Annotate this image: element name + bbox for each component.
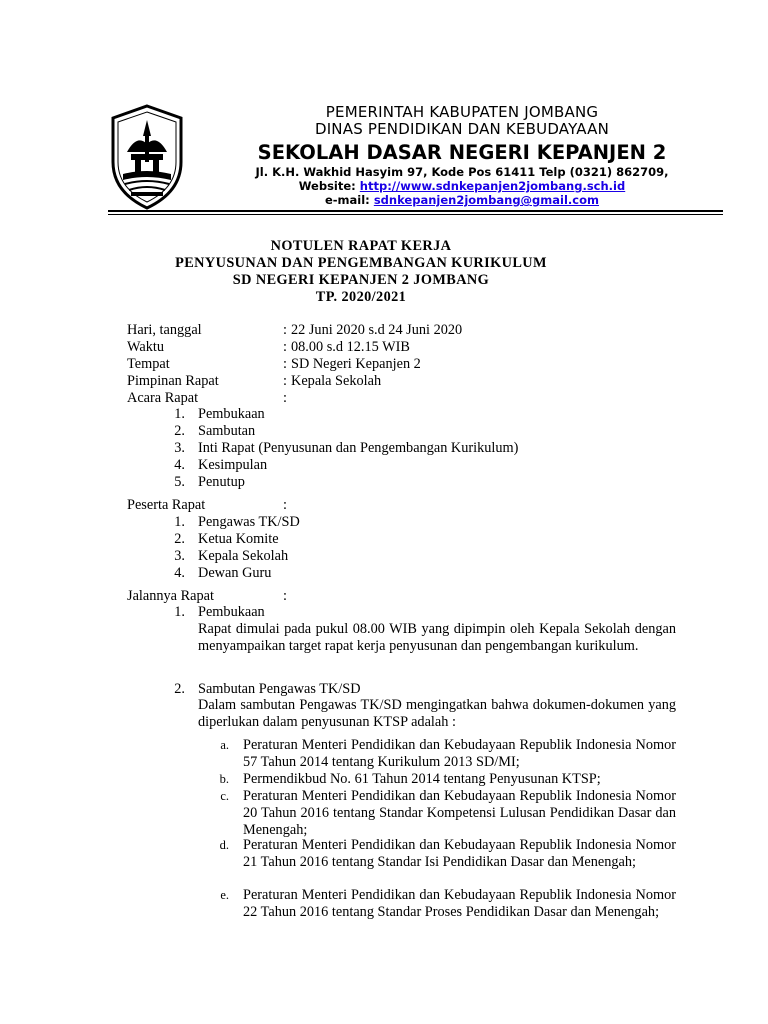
info-colon: : bbox=[283, 356, 287, 372]
agenda-item: Inti Rapat (Penyusunan dan Pengembangan Kurikulum) bbox=[198, 440, 519, 456]
participant-item: Ketua Komite bbox=[198, 531, 279, 547]
info-colon: : bbox=[283, 339, 287, 355]
participant-item: Dewan Guru bbox=[198, 565, 272, 581]
document-item-text: Peraturan Menteri Pendidikan dan Kebudayaan Republik Indonesia Nomor 21 Tahun 2016 tentang Standar Isi Pendidikan Dasar dan Menengah; bbox=[243, 837, 676, 870]
email-line bbox=[212, 193, 712, 207]
title-line-3: SD NEGERI KEPANJEN 2 JOMBANG bbox=[232, 272, 490, 288]
kabupaten-jombang-emblem-icon bbox=[109, 104, 185, 210]
school-address: Jl. K.H. Wakhid Hasyim 97, Kode Pos 61411 Telp (0321) 862709, bbox=[255, 165, 669, 179]
proceedings-label: Jalannya Rapat bbox=[127, 588, 214, 604]
document-item-text: Peraturan Menteri Pendidikan dan Kebudayaan Republik Indonesia Nomor 22 Tahun 2016 tentang Standar Proses Pendidikan Dasar dan Menengah; bbox=[243, 887, 676, 920]
government-name: PEMERINTAH KABUPATEN JOMBANG bbox=[325, 103, 599, 121]
participants-label: Peserta Rapat bbox=[127, 497, 206, 513]
email-link[interactable]: sdnkepanjen2jombang@gmail.com bbox=[373, 193, 599, 207]
document-item-text: Peraturan Menteri Pendidikan dan Kebudayaan Republik Indonesia Nomor 57 Tahun 2014 tentang Kurikulum 2013 SD/MI; bbox=[243, 737, 676, 770]
info-value: Kepala Sekolah bbox=[291, 373, 382, 389]
title-line-2: PENYUSUNAN DAN PENGEMBANGAN KURIKULUM bbox=[175, 255, 547, 271]
info-label: Hari, tanggal bbox=[127, 322, 202, 338]
title-line-1: NOTULEN RAPAT KERJA bbox=[270, 238, 452, 254]
letterhead-divider-thin bbox=[108, 214, 723, 215]
agenda-item: Kesimpulan bbox=[198, 457, 268, 473]
document-item-text: Permendikbud No. 61 Tahun 2014 tentang Penyusunan KTSP; bbox=[243, 771, 601, 787]
title-line-4: TP. 2020/2021 bbox=[315, 289, 407, 305]
info-colon: : bbox=[283, 373, 287, 389]
proceeding-text: Rapat dimulai pada pukul 08.00 WIB yang dipimpin oleh Kepala Sekolah dengan menyampaikan target rapat kerja penyusunan dan pengembangan kurikulum. bbox=[198, 621, 676, 654]
info-value: SD Negeri Kepanjen 2 bbox=[291, 356, 421, 372]
info-value: 22 Juni 2020 s.d 24 Juni 2020 bbox=[291, 322, 463, 338]
department-name: DINAS PENDIDIKAN DAN KEBUDAYAAN bbox=[314, 120, 610, 138]
document-title bbox=[108, 238, 614, 306]
info-label: Pimpinan Rapat bbox=[127, 373, 219, 389]
email-label: e-mail: bbox=[324, 193, 370, 207]
participant-item: Kepala Sekolah bbox=[198, 548, 289, 564]
agenda-item: Sambutan bbox=[198, 423, 256, 439]
participant-item: Pengawas TK/SD bbox=[198, 514, 300, 530]
proceeding-heading: Pembukaan bbox=[198, 604, 265, 620]
proceeding-heading: Sambutan Pengawas TK/SD bbox=[198, 681, 361, 697]
info-label: Acara Rapat bbox=[127, 390, 199, 406]
document-item-text: Peraturan Menteri Pendidikan dan Kebudayaan Republik Indonesia Nomor 20 Tahun 2016 tentang Standar Kompetensi Lulusan Pendidikan Dasar dan Menengah; bbox=[243, 788, 676, 838]
info-colon: : bbox=[283, 497, 287, 513]
proceeding-text: Dalam sambutan Pengawas TK/SD mengingatkan bahwa dokumen-dokumen yang diperlukan dalam penyusunan KTSP adalah : bbox=[198, 697, 676, 730]
info-colon: : bbox=[283, 390, 287, 406]
info-label: Tempat bbox=[127, 356, 170, 372]
letterhead-divider bbox=[108, 210, 723, 212]
agenda-item: Penutup bbox=[198, 474, 245, 490]
info-colon: : bbox=[283, 322, 287, 338]
document-page: PEMERINTAH KABUPATEN JOMBANG DINAS PENDIDIKAN DAN KEBUDAYAAN SEKOLAH DASAR NEGERI KEPANJEN 2 Jl. K.H. Wakhid Hasyim 97, Kode Pos 61411 Telp (0321) 862709, Website: http://www.sdnkepanjen2jombang.sch.id e-mail: sdnkepanjen2jombang@gmail.com NOTULEN RAPAT KERJA PENYUSUNAN DAN PENGEMBANGAN KURIKULUM SD NEGERI KEPANJEN 2 JOMBANG TP. 2020/2021 Hari, tanggal : 22 Juni 2020 s.d 24 Juni 2020 Waktu : 08.00 s.d 12.15 WIB Tempat : SD Negeri Kepanjen 2 Pimpinan Rapat : Kepala Sekolah Acara Rapat : 1. Pembukaan 2. Sambutan 3. Inti Rapat (Penyusunan dan Pengembangan Kurikulum) 4. Kesimpulan 5. Penutup Peserta Rapat : 1. Pengawas TK/SD 2. Ketua Komite 3. Kepala Sekolah 4. Dewan Guru Jalannya Rapat : 1. Pembukaan Rapat dimulai pada pukul 08.00 WIB yang dipimpin oleh Kepala Sekolah dengan menyampaikan target rapat kerja penyusunan dan pengembangan kurikulum. 2. Sambutan Pengawas TK/SD Dalam sambutan Pengawas TK/SD mengingatkan bahwa dokumen-dokumen yang diperlukan dalam penyusunan KTSP adalah : a. Peraturan Menteri Pendidikan dan Kebudayaan Republik Indonesia Nomor 57 Tahun 2014 tentang Kurikulum 2013 SD/MI; b. Permendikbud No. 61 Tahun 2014 tentang Penyusunan KTSP; c. Peraturan Menteri Pendidikan dan Kebudayaan Republik Indonesia Nomor 20 Tahun 2016 tentang Standar Kompetensi Lulusan Pendidikan Dasar dan Menengah; d. Peraturan Menteri Pendidikan dan Kebudayaan Republik Indonesia Nomor 21 Tahun 2016 tentang Standar Isi Pendidikan Dasar dan Menengah; e. Peraturan Menteri Pendidikan dan Kebudayaan Republik Indonesia Nomor 22 Tahun 2016 tentang Standar Proses Pendidikan Dasar dan Menengah; bbox=[0, 0, 768, 1024]
info-label: Waktu bbox=[127, 339, 164, 355]
school-name: SEKOLAH DASAR NEGERI KEPANJEN 2 bbox=[257, 141, 667, 164]
agenda-item: Pembukaan bbox=[198, 406, 265, 422]
info-colon: : bbox=[283, 588, 287, 604]
website-line bbox=[212, 179, 712, 193]
website-link[interactable]: http://www.sdnkepanjen2jombang.sch.id bbox=[359, 179, 626, 193]
letterhead bbox=[212, 104, 712, 207]
website-label: Website: bbox=[298, 179, 356, 193]
info-value: 08.00 s.d 12.15 WIB bbox=[291, 339, 410, 355]
